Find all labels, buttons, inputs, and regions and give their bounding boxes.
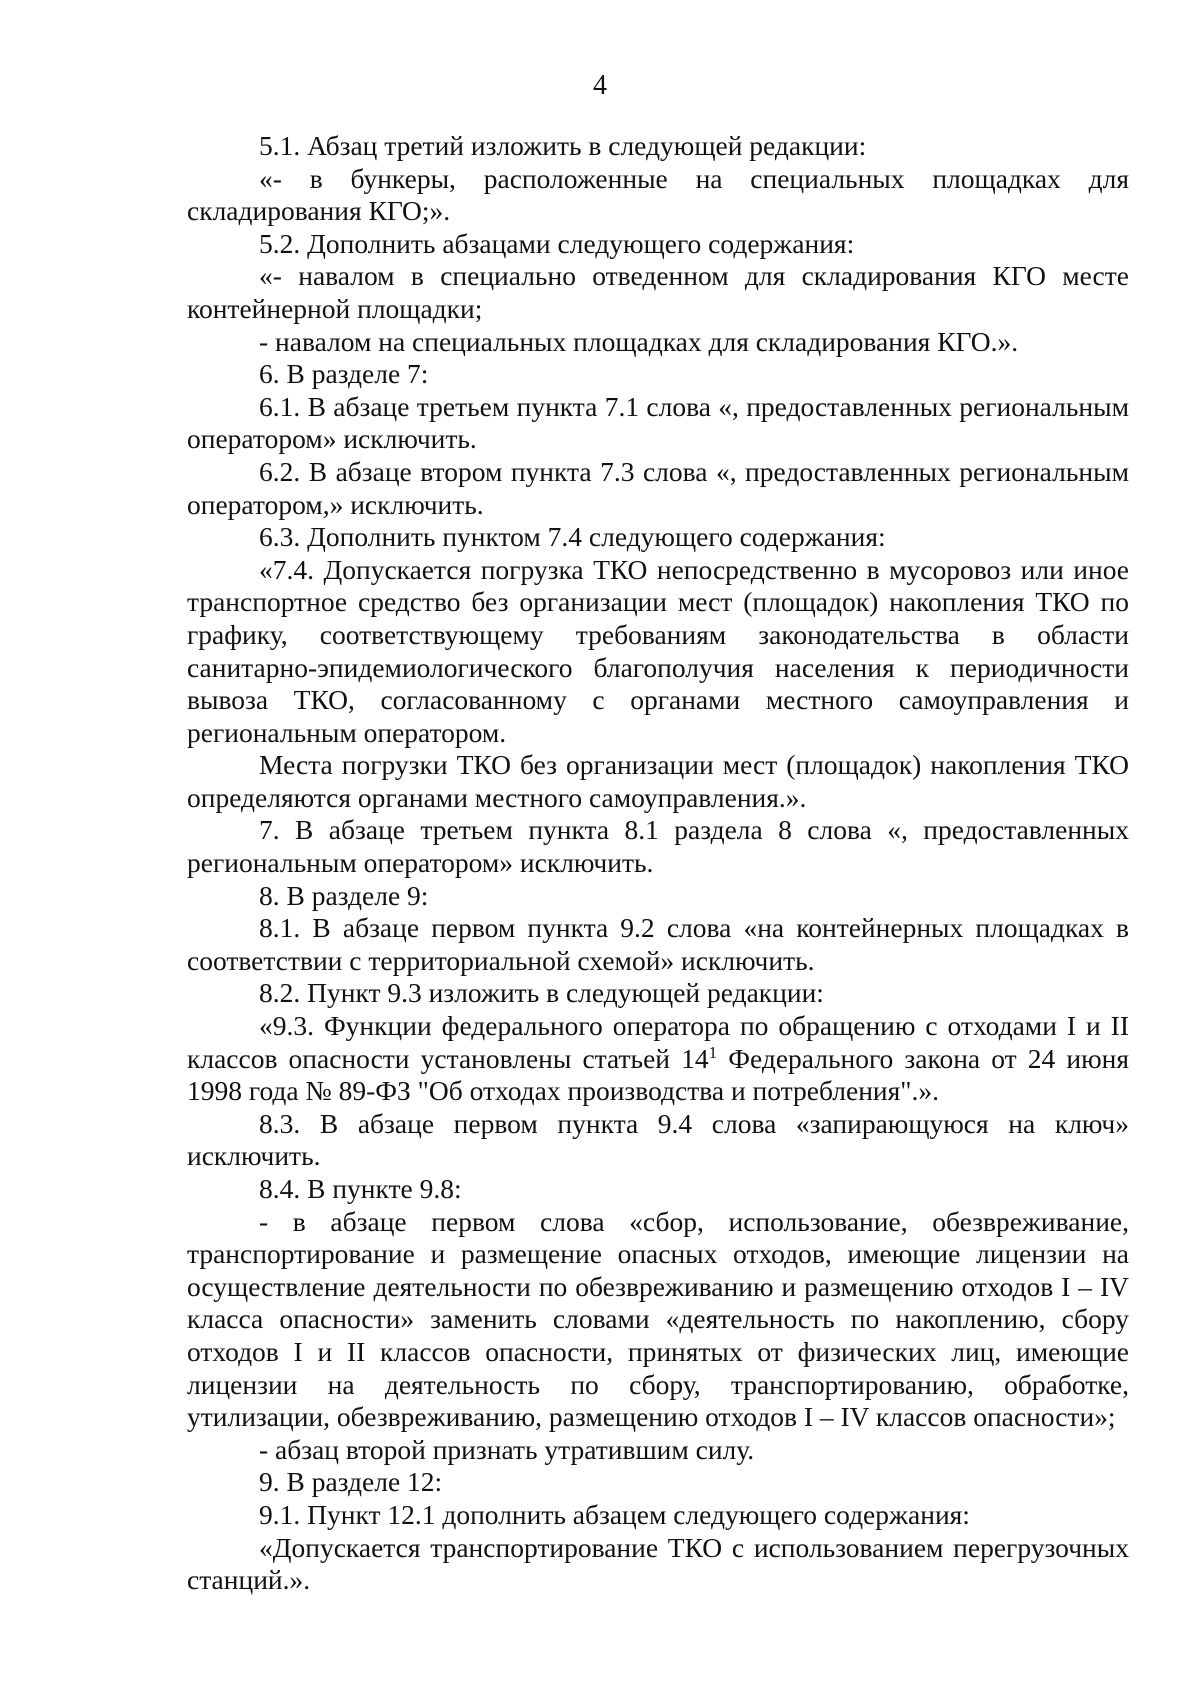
- paragraph-8: 8. В разделе 9:: [259, 879, 429, 911]
- paragraph-8-2: 8.2. Пункт 9.3 изложить в следующей редакции:: [259, 977, 824, 1009]
- paragraph-7-4-places: Места погрузки ТКО без организации мест (площадок) накопления ТКО определяются органами местного самоуправления.».: [187, 749, 1129, 813]
- paragraph-8-4: 8.4. В пункте 9.8:: [259, 1173, 462, 1204]
- footnote-superscript: 1: [708, 1042, 718, 1062]
- page-number: 4: [593, 70, 607, 101]
- paragraph-9-3-quote: [187, 1010, 1129, 1108]
- paragraph-5-1-quote: «- в бункеры, расположенные на специальных площадках для складирования КГО;».: [187, 162, 1129, 227]
- paragraph-5-2-quote-2: - навалом на специальных площадках для складирования КГО.».: [259, 325, 1019, 357]
- paragraph-6: 6. В разделе 7:: [259, 358, 429, 390]
- paragraph-8-4-item-1: - в абзаце первом слова «сбор, использование, обезвреживание, транспортирование и размещение опасных отходов, имеющие лицензии на осуществление деятельности по обезвреживанию и размещению отходов I – IV класса опасности» заменить словами «деятельность по накоплению, сбору отходов I и II классов опасности, принятых от физических лиц, имеющие лицензии на деятельность по сбору, транспортированию, обработке, утилизации, обезвреживанию, размещению отходов I – IV классов опасности»;: [187, 1205, 1129, 1433]
- paragraph-5-2: 5.2. Дополнить абзацами следующего содержания:: [259, 227, 855, 259]
- paragraph-9-3-text-end: Федерального закона от 24 июня 1998 года № 89-ФЗ "Об отходах производства и потребления".».: [187, 1042, 1130, 1107]
- document-body: [187, 130, 1129, 1597]
- paragraph-9-1-quote: «Допускается транспортирование ТКО с использованием перегрузочных станций.».: [187, 1531, 1129, 1596]
- paragraph-7: 7. В абзаце третьем пункта 8.1 раздела 8 слова «, предоставленных региональным оператором» исключить.: [187, 814, 1129, 879]
- paragraph-8-4-item-2: - абзац второй признать утратившим силу.: [259, 1433, 755, 1465]
- paragraph-5-2-quote-1: «- навалом в специально отведенном для складирования КГО месте контейнерной площадки;: [187, 260, 1129, 324]
- paragraph-6-3: 6.3. Дополнить пунктом 7.4 следующего содержания:: [259, 521, 886, 553]
- paragraph-7-4-quote: «7.4. Допускается погрузка ТКО непосредственно в мусоровоз или иное транспортное средство без организации мест (площадок) накопления ТКО по графику, соответствующему требованиям законодательства в области санитарно-эпидемиологического благополучия населения к периодичности вывоза ТКО, согласованному с органами местного самоуправления и региональным оператором.: [187, 553, 1129, 748]
- paragraph-6-1: 6.1. В абзаце третьем пункта 7.1 слова «, предоставленных региональным оператором» исключить.: [187, 390, 1129, 455]
- paragraph-8-3: 8.3. В абзаце первом пункта 9.4 слова «запирающуюся на ключ» исключить.: [187, 1107, 1129, 1172]
- paragraph-9-3-text-start: «9.3. Функции федерального оператора по обращению с отходами I и II классов опасности установлены статьей 14: [187, 1010, 1129, 1074]
- paragraph-6-2: 6.2. В абзаце втором пункта 7.3 слова «, предоставленных региональным оператором,» исключить.: [187, 455, 1129, 520]
- paragraph-5-1: 5.1. Абзац третий изложить в следующей редакции:: [259, 130, 867, 161]
- paragraph-9-1: 9.1. Пункт 12.1 дополнить абзацем следующего содержания:: [259, 1498, 970, 1530]
- paragraph-8-1: 8.1. В абзаце первом пункта 9.2 слова «на контейнерных площадках в соответствии с территориальной схемой» исключить.: [187, 912, 1129, 976]
- paragraph-9: 9. В разделе 12:: [259, 1466, 443, 1498]
